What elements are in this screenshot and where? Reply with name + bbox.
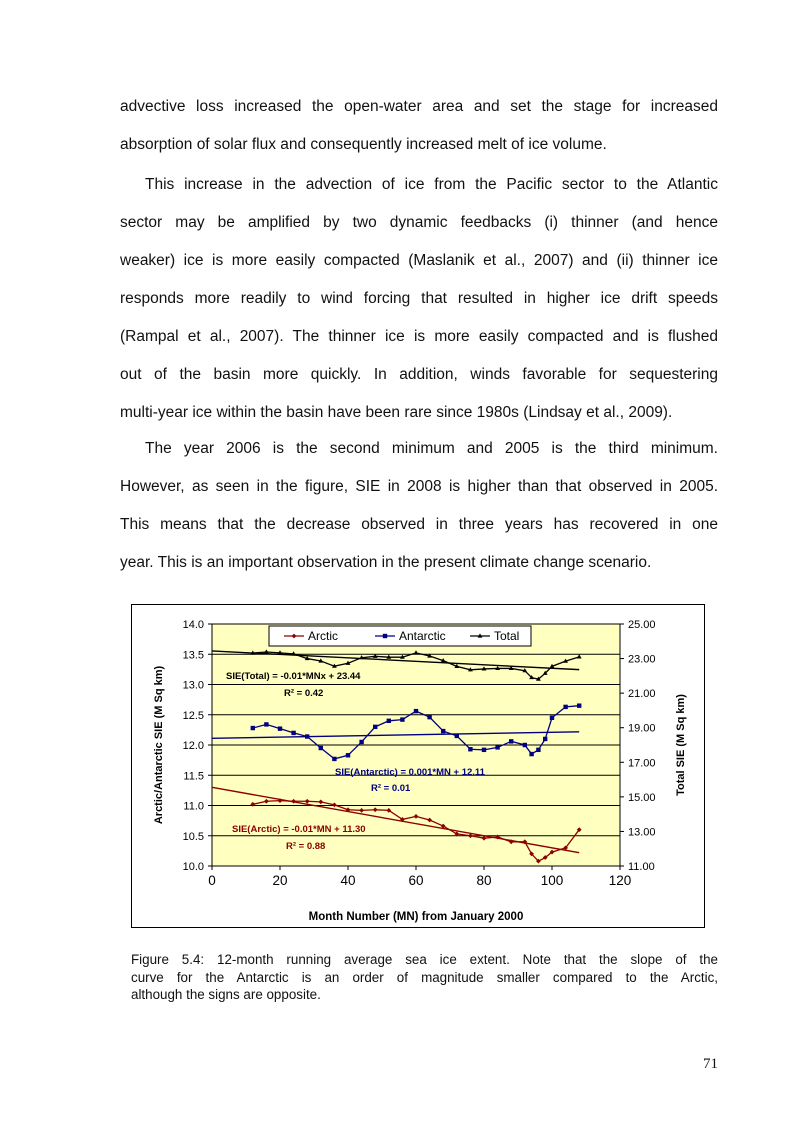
y-left-tick-label: 13.0 <box>182 679 204 692</box>
antarctic-point <box>577 703 581 707</box>
y-left-tick-label: 13.5 <box>182 649 204 662</box>
legend-antarctic-label: Antarctic <box>399 629 446 643</box>
y-right-tick-label: 25.00 <box>628 619 656 631</box>
x-axis-label: Month Number (MN) from January 2000 <box>308 911 524 923</box>
antarctic-point <box>550 716 554 720</box>
y-left-tick-label: 12.5 <box>182 709 204 722</box>
arctic-trend-equation: SIE(Arctic) = -0.01*MN + 11.30 <box>232 824 366 835</box>
antarctic-point <box>536 748 540 752</box>
y-left-tick-label: 11.5 <box>183 770 204 783</box>
x-tick-label: 100 <box>540 873 564 888</box>
antarctic-point <box>441 729 445 733</box>
y-right-tick-label: 15.00 <box>628 791 656 804</box>
paragraph-line: multi-year ice within the basin have been rare since 1980s (Lindsay et al., 2009). <box>120 404 673 421</box>
y-right-tick-label: 23.00 <box>628 653 656 666</box>
arctic-trend-r2: R² = 0.88 <box>286 841 326 852</box>
antarctic-point <box>509 739 513 743</box>
sea-ice-extent-chart <box>132 605 704 927</box>
x-tick-label: 40 <box>340 873 356 888</box>
antarctic-point <box>373 725 377 729</box>
x-tick-label: 20 <box>272 873 288 888</box>
paragraph-line: The year 2006 is the second minimum and 2005 is the third minimum. <box>145 440 718 457</box>
y-right-tick-label: 17.00 <box>628 757 656 770</box>
figure-frame <box>131 604 705 928</box>
antarctic-point <box>332 757 336 761</box>
antarctic-point <box>455 734 459 738</box>
y-right-tick-label: 11.00 <box>628 861 655 873</box>
paragraph-1 <box>120 88 718 164</box>
caption-line: Figure 5.4: 12-month running average sea ice extent. Note that the slope of the <box>131 952 718 967</box>
legend <box>269 626 531 646</box>
x-tick-label: 80 <box>476 873 492 888</box>
antarctic-point <box>278 726 282 730</box>
paragraph-line: year. This is an important observation in the present climate change scenario. <box>120 554 652 571</box>
antarctic-point <box>427 715 431 719</box>
paragraph-line: advective loss increased the open-water area and set the stage for increased <box>120 98 718 115</box>
legend-antarctic-marker <box>383 634 387 638</box>
y-left-tick-label: 12.0 <box>182 740 204 752</box>
antarctic-point <box>400 717 404 721</box>
x-tick-label: 0 <box>208 873 216 888</box>
antarctic-point <box>387 719 391 723</box>
x-tick-label: 120 <box>608 873 632 888</box>
antarctic-point <box>529 752 533 756</box>
y-left-tick-label: 10.0 <box>182 861 204 873</box>
paragraph-line: However, as seen in the figure, SIE in 2008 is higher than that observed in 2005. <box>120 478 718 495</box>
antarctic-point <box>291 731 295 735</box>
y-left-axis-label: Arctic/Antarctic SIE (M Sq km) <box>153 665 165 825</box>
total-trend-r2: R² = 0.42 <box>284 688 324 699</box>
antarctic-point <box>414 709 418 713</box>
antarctic-point <box>482 748 486 752</box>
y-right-axis-label: Total SIE (M Sq km) <box>675 694 687 796</box>
y-left-tick-label: 11.0 <box>183 800 204 813</box>
caption-line: curve for the Antarctic is an order of magnitude smaller compared to the Arctic, <box>131 969 718 985</box>
antarctic-point <box>495 745 499 749</box>
paragraph-line: weaker) ice is more easily compacted (Maslanik et al., 2007) and (ii) thinner ice <box>120 252 718 269</box>
paragraph-line: This means that the decrease observed in three years has recovered in one <box>120 516 718 533</box>
antarctic-point <box>319 746 323 750</box>
antarctic-point <box>359 740 363 744</box>
paragraph-line: out of the basin more quickly. In addition, winds favorable for sequestering <box>120 366 718 383</box>
paragraph-line: (Rampal et al., 2007). The thinner ice is more easily compacted and is flushed <box>120 328 718 345</box>
antarctic-point <box>468 747 472 751</box>
paragraph-line: responds more readily to wind forcing that resulted in higher ice drift speeds <box>120 290 718 307</box>
antarctic-trend-equation: SIE(Antarctic) = 0.001*MN + 12.11 <box>335 767 485 778</box>
legend-arctic-label: Arctic <box>308 629 338 643</box>
antarctic-point <box>563 705 567 709</box>
y-right-tick-label: 13.00 <box>628 826 656 839</box>
antarctic-point <box>251 726 255 730</box>
y-left-tick-label: 10.5 <box>182 830 204 843</box>
y-right-tick-label: 21.00 <box>628 688 656 701</box>
antarctic-trend-r2: R² = 0.01 <box>371 783 411 794</box>
total-trend-equation: SIE(Total) = -0.01*MNx + 23.44 <box>226 671 361 682</box>
y-left-tick-label: 14.0 <box>182 619 204 631</box>
x-tick-label: 60 <box>408 873 424 888</box>
paragraph-line: This increase in the advection of ice from the Pacific sector to the Atlantic <box>145 176 718 193</box>
paragraph-line: sector may be amplified by two dynamic feedbacks (i) thinner (and hence <box>120 214 718 231</box>
y-right-tick-label: 19.00 <box>628 722 656 735</box>
paragraph-3 <box>120 430 718 582</box>
antarctic-point <box>346 753 350 757</box>
antarctic-point <box>305 734 309 738</box>
figure-caption <box>131 951 718 1004</box>
caption-line: although the signs are opposite. <box>131 987 321 1002</box>
antarctic-point <box>543 737 547 741</box>
page-number: 71 <box>703 1056 718 1072</box>
legend-total-label: Total <box>494 629 520 643</box>
antarctic-point <box>264 722 268 726</box>
paragraph-line: absorption of solar flux and consequently increased melt of ice volume. <box>120 136 607 153</box>
paragraph-2 <box>120 166 718 432</box>
antarctic-point <box>523 743 527 747</box>
